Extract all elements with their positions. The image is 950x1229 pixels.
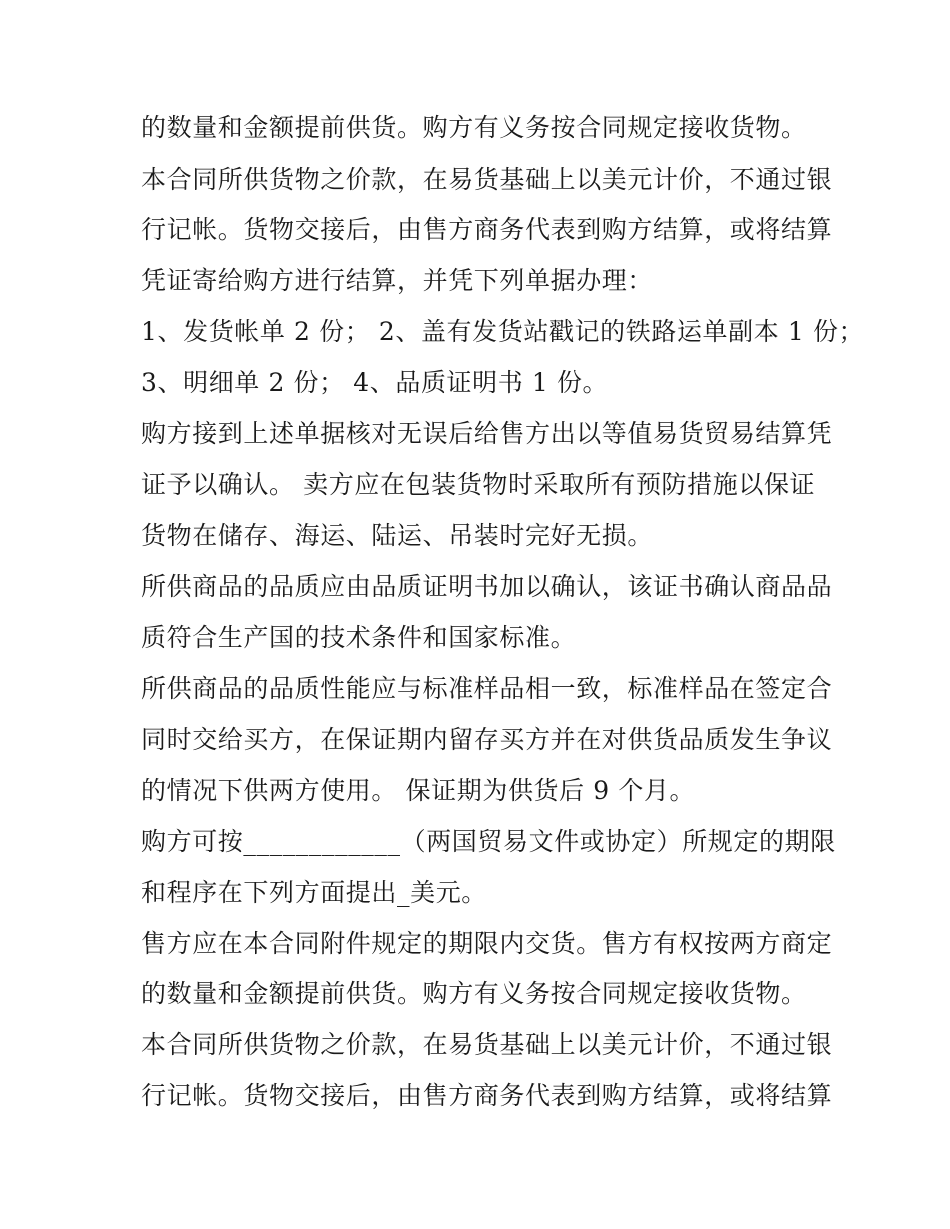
text-line: 证予以确认。 卖方应在包装货物时采取所有预防措施以保证 [141,470,816,499]
text-line: 质符合生产国的技术条件和国家标准。 [141,623,577,652]
text-line: 购方可按____________（两国贸易文件或协定）所规定的期限 [141,827,836,856]
text-line: 的情况下供两方使用。 保证期为供货后 9 个月。 [141,776,696,805]
text-line: 的数量和金额提前供货。购方有义务按合同规定接收货物。 [141,113,807,142]
text-line: 本合同所供货物之价款，在易货基础上以美元计价，不通过银 [141,1030,833,1059]
text-line: 货物在储存、海运、陆运、吊装时完好无损。 [141,521,654,550]
text-line: 3、明细单 2 份； 4、品质证明书 1 份。 [141,368,609,397]
text-line: 本合同所供货物之价款，在易货基础上以美元计价，不通过银 [141,165,833,194]
text-line: 凭证寄给购方进行结算，并凭下列单据办理： [141,266,654,295]
text-line: 和程序在下列方面提出_美元。 [141,878,487,907]
text-line: 售方应在本合同附件规定的期限内交货。售方有权按两方商定 [141,929,833,958]
text-line: 同时交给买方，在保证期内留存买方并在对供货品质发生争议 [141,725,833,754]
text-line: 所供商品的品质应由品质证明书加以确认，该证书确认商品品 [141,572,833,601]
text-line: 行记帐。货物交接后，由售方商务代表到购方结算，或将结算 [141,215,833,244]
text-line: 购方接到上述单据核对无误后给售方出以等值易货贸易结算凭 [141,419,833,448]
text-line: 所供商品的品质性能应与标准样品相一致，标准样品在签定合 [141,674,833,703]
text-line: 的数量和金额提前供货。购方有义务按合同规定接收货物。 [141,979,807,1008]
text-line: 行记帐。货物交接后，由售方商务代表到购方结算，或将结算 [141,1081,833,1110]
text-line: 1、发货帐单 2 份； 2、盖有发货站戳记的铁路运单副本 1 份； [141,317,865,346]
